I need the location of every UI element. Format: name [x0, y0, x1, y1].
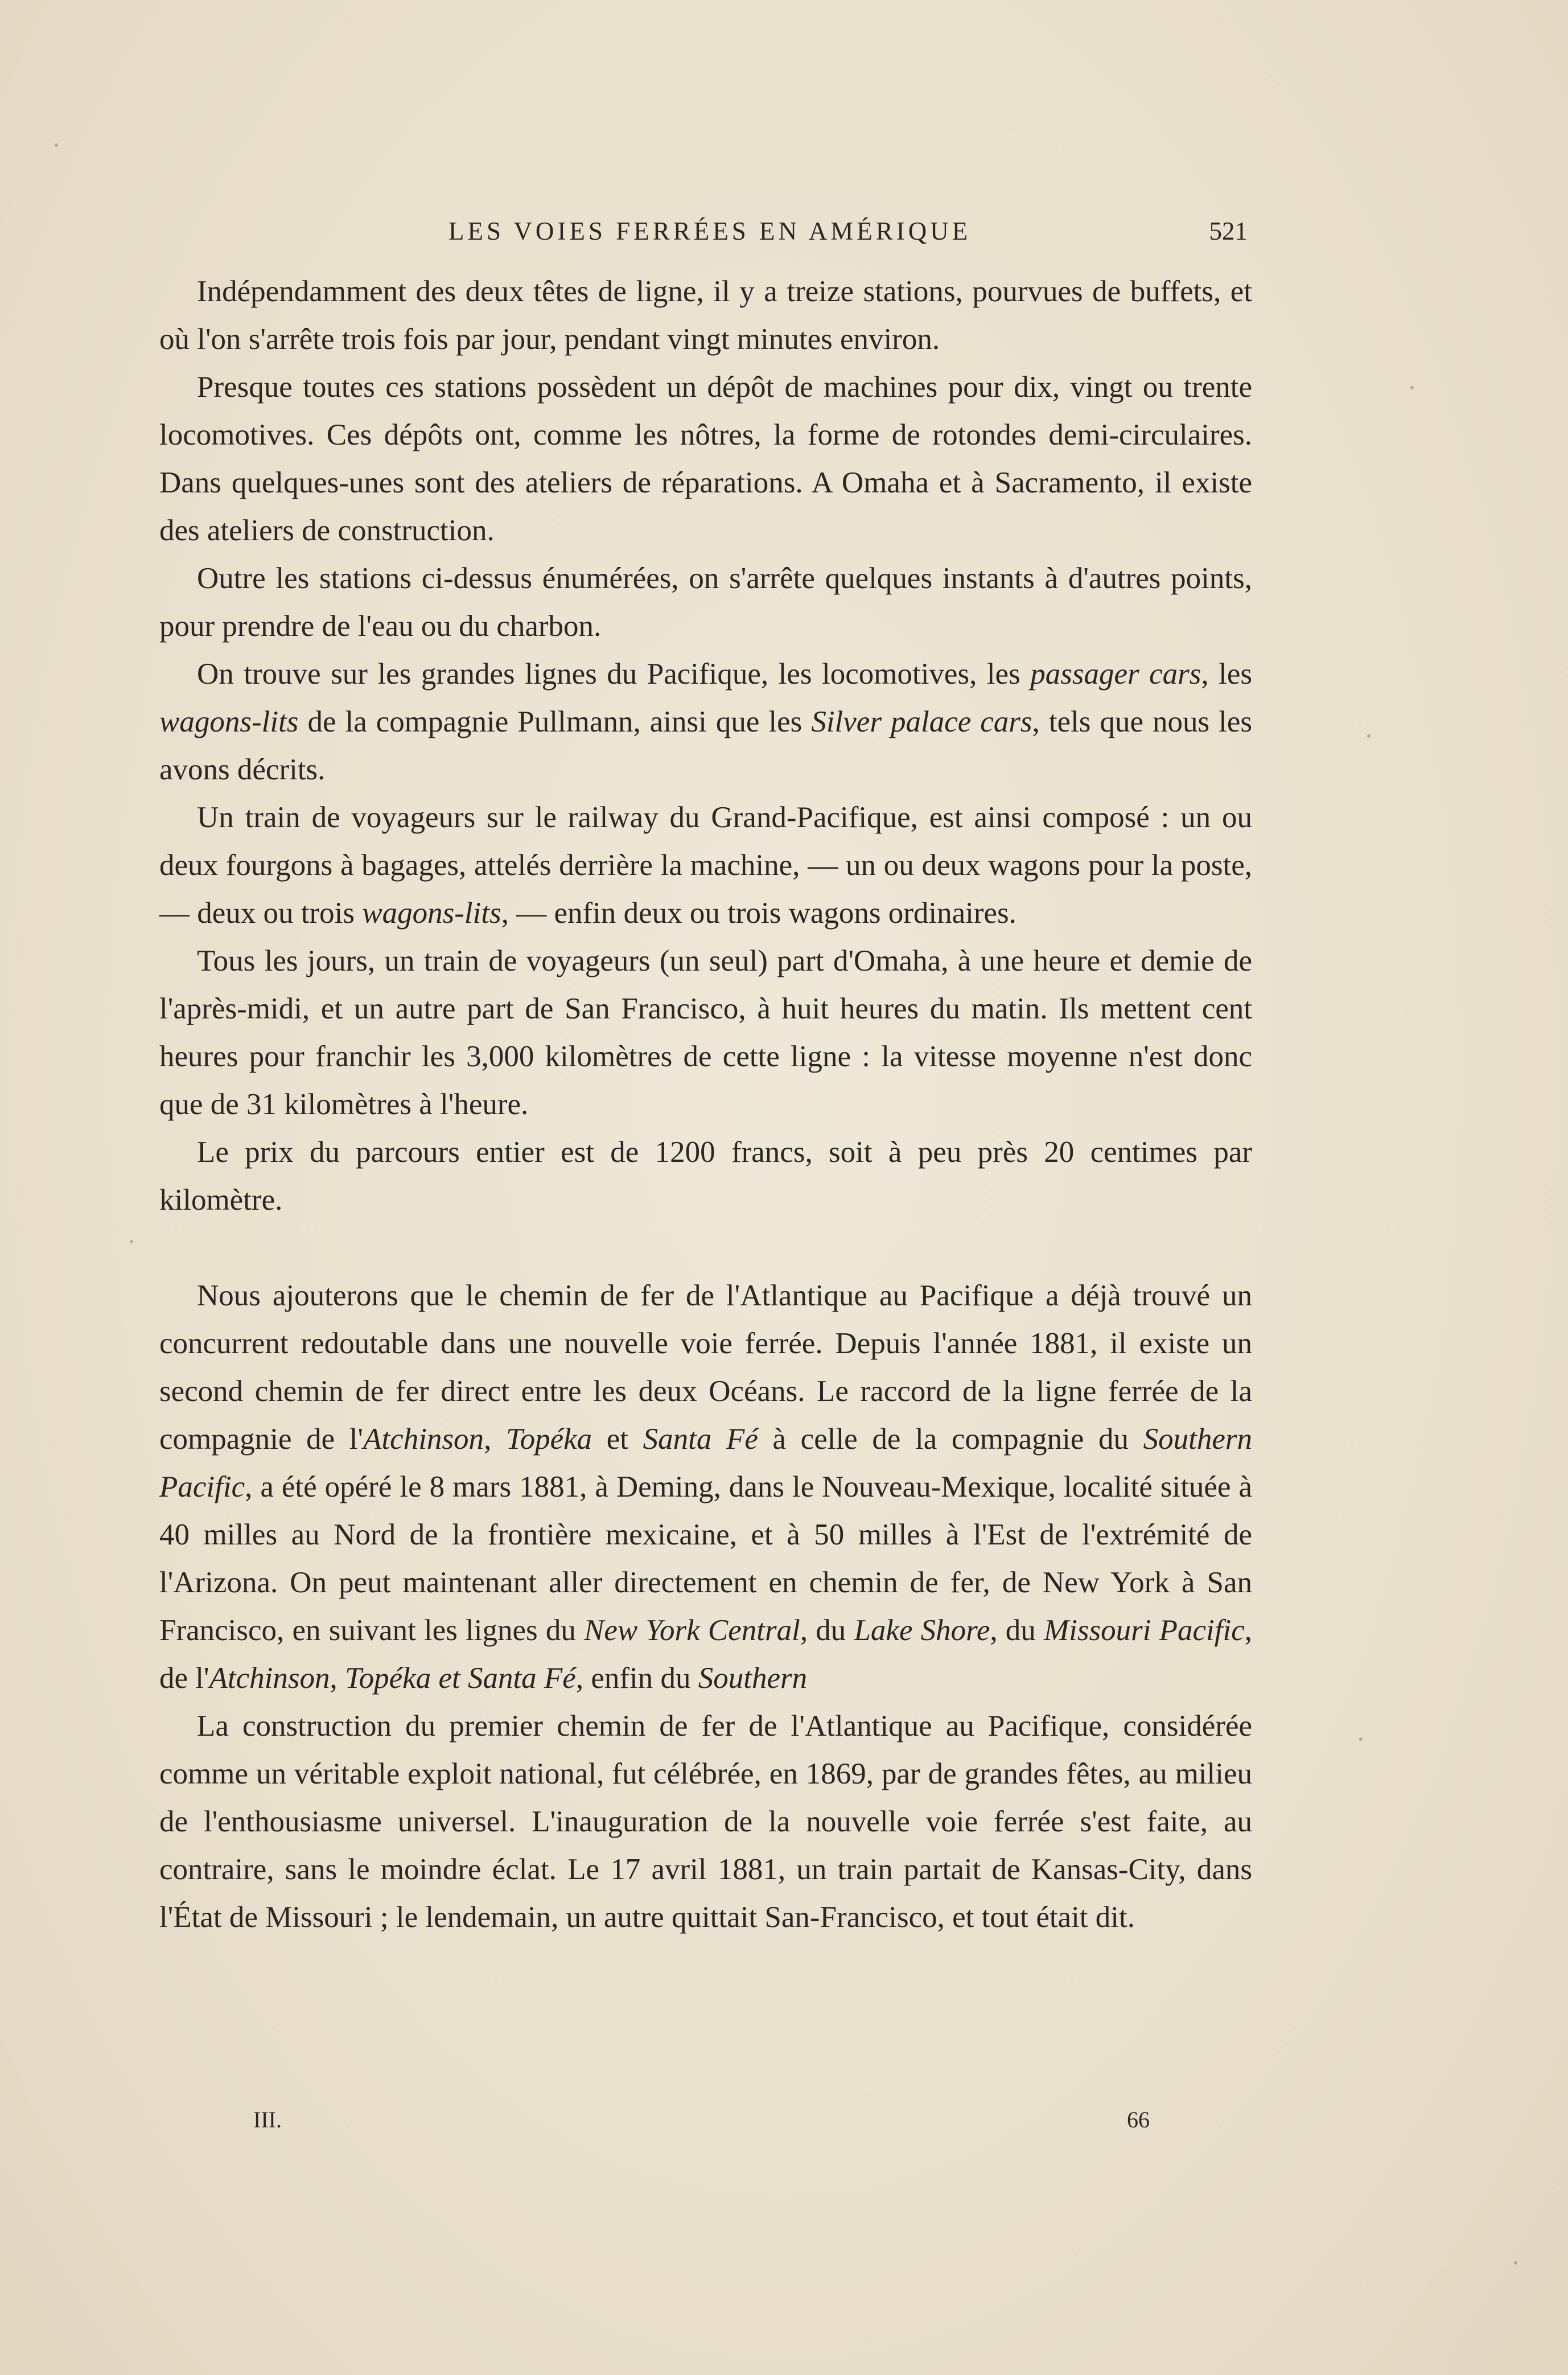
paper-speck [130, 1240, 133, 1243]
running-title: LES VOIES FERRÉES EN AMÉRIQUE [448, 217, 972, 245]
paragraph-text: , du [800, 1614, 854, 1647]
paragraph-text: Un train de voyageurs sur le railway du Grand-Pacifique, est ainsi composé : un ou deux fourgons à bagages, attelés derrière la machine, — un ou deux wagons pour la poste, — deux ou trois [159, 801, 1252, 930]
paragraph-text: , [484, 1423, 506, 1456]
paragraph-text: , a été opéré le 8 mars 1881, à Deming, dans le Nouveau-Mexique, localité située à 40 milles au Nord de la frontière mexicaine, et à 50 milles à l'Est de l'extrémité de l'Arizona. On peut maintenant aller directement en chemin de fer, de New York à San Francisco, en suivant les lignes du [159, 1470, 1252, 1647]
paragraph [159, 1128, 1252, 1224]
italic-text: passager cars [1030, 658, 1201, 691]
italic-text: Atchinson [209, 1662, 330, 1695]
paper-speck [55, 143, 58, 147]
paragraph-text: Le prix du parcours entier est de 1200 francs, soit à peu près 20 centimes par kilomètre. [159, 1136, 1252, 1217]
paper-speck [1367, 734, 1371, 738]
paragraph-text: Nous ajouterons que le chemin de fer de l'Atlantique au Pacifique a déjà trouvé un concurrent redoutable dans une nouvelle voie ferrée. Depuis l'année 1881, il existe un second chemin de fer direct entre les deux Océans. Le raccord de la ligne ferrée de la compagnie de l' [159, 1279, 1252, 1456]
italic-text: Silver palace cars [811, 705, 1032, 738]
paragraph-text: , [330, 1662, 345, 1695]
body-text [159, 268, 1252, 1941]
page-number: 521 [1209, 217, 1248, 245]
paragraph [159, 937, 1252, 1128]
page-footer [253, 2106, 1150, 2135]
italic-text: Southern [698, 1662, 808, 1695]
paragraph-text: , tels que nous les avons décrits. [159, 705, 1253, 786]
paragraph-text: et [592, 1423, 643, 1456]
italic-text: Topéka [505, 1423, 592, 1456]
signature-mark: 66 [1127, 2107, 1150, 2132]
italic-text: New York Central [584, 1614, 800, 1647]
paragraph-text: à celle de la compagnie du [758, 1423, 1143, 1456]
paragraph-text: , enfin du [575, 1662, 698, 1695]
paper-speck [1359, 1737, 1363, 1741]
paragraph-text: de la compagnie Pullmann, ainsi que les [298, 705, 812, 738]
paragraph-text: , de l' [159, 1614, 1252, 1695]
paragraph [159, 363, 1252, 554]
volume-number: III. [253, 2107, 282, 2132]
italic-text: Southern Pacific [159, 1423, 1253, 1503]
italic-text: Lake Shore [854, 1614, 990, 1647]
paragraph-text: Indépendamment des deux têtes de ligne, il y a treize stations, pourvues de buffets, et où l'on s'arrête trois fois par jour, pendant vingt minutes environ. [159, 275, 1252, 356]
page-header [159, 216, 1248, 250]
italic-text: Missouri Pacific [1043, 1614, 1245, 1647]
paragraph [159, 650, 1252, 794]
paragraph [159, 268, 1252, 363]
paragraph-text: Outre les stations ci-dessus énumérées, on s'arrête quelques instants à d'autres points, pour prendre de l'eau ou du charbon. [159, 562, 1252, 643]
paragraph-text: , — enfin deux ou trois wagons ordinaires. [501, 897, 1016, 930]
paragraph-text: La construction du premier chemin de fer de l'Atlantique au Pacifique, considérée comme un véritable exploit national, fut célébrée, en 1869, par de grandes fêtes, au milieu de l'enthousiasme universel. L'inauguration de la nouvelle voie ferrée s'est faite, au contraire, sans le moindre éclat. Le 17 avril 1881, un train partait de Kansas-City, dans l'État de Missouri ; le lendemain, un autre quittait San-Francisco, et tout était dit. [159, 1710, 1252, 1934]
italic-text: Atchinson [363, 1423, 484, 1456]
paragraph-text: , les [1201, 658, 1253, 691]
paragraph-text: On trouve sur les grandes lignes du Pacifique, les locomotives, les [197, 658, 1031, 691]
paper-speck [1410, 386, 1414, 389]
paragraph [159, 1272, 1252, 1702]
paragraph [159, 794, 1252, 937]
italic-text: wagons-lits [159, 705, 299, 738]
italic-text: Topéka et Santa Fé [345, 1662, 576, 1695]
paragraph-text: , du [990, 1614, 1044, 1647]
paragraph [159, 554, 1252, 650]
paragraph-text: Tous les jours, un train de voyageurs (un seul) part d'Omaha, à une heure et demie de l'après-midi, et un autre part de San Francisco, à huit heures du matin. Ils mettent cent heures pour franchir les 3,000 kilomètres de cette ligne : la vitesse moyenne n'est donc que de 31 kilomètres à l'heure. [159, 944, 1252, 1121]
paragraph-text: Presque toutes ces stations possèdent un dépôt de machines pour dix, vingt ou trente locomotives. Ces dépôts ont, comme les nôtres, la forme de rotondes demi-circulaires. Dans quelques-unes sont des ateliers de réparations. A Omaha et à Sacramento, il existe des ateliers de construction. [159, 371, 1252, 547]
italic-text: wagons-lits [362, 897, 501, 930]
paragraph [159, 1702, 1252, 1941]
paper-speck [1514, 2261, 1517, 2265]
italic-text: Santa Fé [643, 1423, 758, 1456]
